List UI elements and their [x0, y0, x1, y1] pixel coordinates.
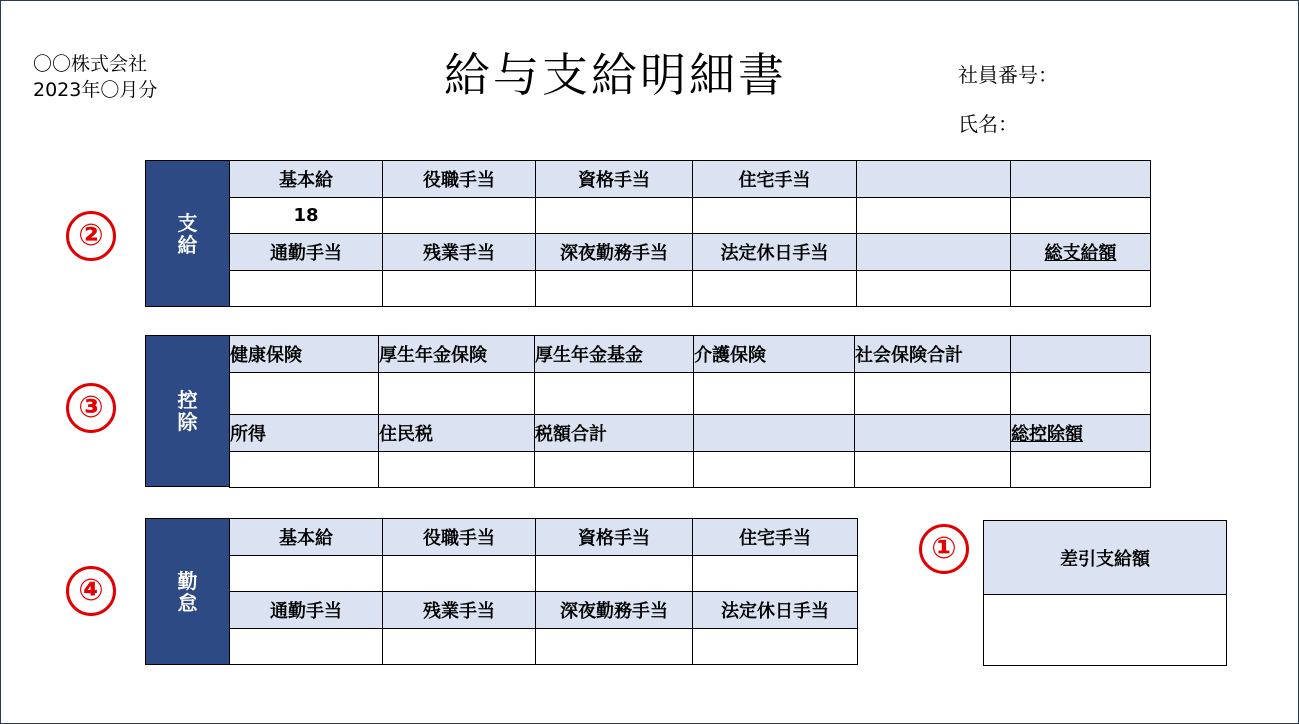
payment-header-cell: [1011, 161, 1151, 198]
net-pay-value[interactable]: [984, 595, 1226, 666]
payment-table: [229, 160, 1151, 307]
payment-side-char: 支: [177, 210, 198, 235]
deduction-value-cell[interactable]: [230, 452, 379, 488]
attendance-header-cell: 資格手当: [536, 519, 693, 556]
deduction-value-cell[interactable]: [694, 452, 855, 488]
attendance-side-char: 勤: [177, 568, 198, 593]
deduction-side-label: [145, 335, 230, 487]
deduction-header-cell: 税額合計: [535, 415, 694, 452]
payment-value-cell[interactable]: [1011, 198, 1151, 234]
attendance-table: [229, 518, 858, 665]
payment-header-cell: 資格手当: [536, 161, 693, 198]
attendance-header-cell: 住宅手当: [693, 519, 858, 556]
employee-name-label: 氏名：: [958, 112, 1018, 136]
deduction-header-cell: 厚生年金基金: [535, 336, 694, 373]
attendance-value-cell[interactable]: [230, 556, 383, 592]
payment-value-cell[interactable]: [536, 198, 693, 234]
company-name: 〇〇株式会社: [33, 53, 148, 75]
attendance-value-cell[interactable]: [536, 629, 693, 665]
marker-1: ①: [919, 524, 969, 574]
payment-side-char: 給: [177, 232, 198, 257]
payment-header-cell: [857, 234, 1011, 271]
deduction-value-cell[interactable]: [694, 373, 855, 415]
employee-number-label: 社員番号：: [958, 63, 1058, 87]
deduction-header-cell: 厚生年金保険: [379, 336, 535, 373]
payment-value-cell[interactable]: [230, 271, 383, 307]
attendance-value-cell[interactable]: [230, 629, 383, 665]
deduction-header-cell: 住民税: [379, 415, 535, 452]
gross-pay-header: 総支給額: [1011, 234, 1151, 271]
attendance-side-label: [145, 518, 230, 665]
payment-value-cell[interactable]: [857, 198, 1011, 234]
attendance-side-char: 怠: [177, 590, 198, 615]
attendance-value-cell[interactable]: [383, 556, 536, 592]
payment-header-cell: 役職手当: [383, 161, 536, 198]
deduction-value-cell[interactable]: [855, 452, 1011, 488]
attendance-header-cell: 残業手当: [383, 592, 536, 629]
deduction-value-cell[interactable]: [1011, 373, 1151, 415]
company-info: [33, 51, 157, 103]
attendance-header-cell: 法定休日手当: [693, 592, 858, 629]
attendance-header-cell: 深夜勤務手当: [536, 592, 693, 629]
deduction-header-cell: [855, 415, 1011, 452]
deduction-table: [229, 335, 1151, 488]
payment-header-cell: 住宅手当: [693, 161, 857, 198]
deduction-side-char: 除: [177, 410, 198, 434]
attendance-value-cell[interactable]: [693, 556, 858, 592]
payment-value-cell[interactable]: [536, 271, 693, 307]
payment-value-cell[interactable]: [693, 198, 857, 234]
page-title: 給与支給明細書: [444, 48, 787, 102]
marker-4: ④: [66, 566, 116, 616]
net-pay-label: 差引支給額: [984, 521, 1226, 595]
deduction-header-cell: [694, 415, 855, 452]
payment-header-cell: 残業手当: [383, 234, 536, 271]
payment-value-cell[interactable]: [383, 271, 536, 307]
total-deduction-header: 総控除額: [1011, 415, 1151, 452]
payment-header-cell: 法定休日手当: [693, 234, 857, 271]
deduction-value-cell[interactable]: [379, 373, 535, 415]
deduction-header-cell: 健康保険: [230, 336, 379, 373]
payment-header-cell: [857, 161, 1011, 198]
deduction-header-cell: 社会保険合計: [855, 336, 1011, 373]
marker-2: ②: [66, 211, 116, 261]
payment-value-cell[interactable]: [857, 271, 1011, 307]
deduction-value-cell[interactable]: [855, 373, 1011, 415]
gross-pay-value[interactable]: [1011, 271, 1151, 307]
deduction-side-char: 控: [177, 388, 198, 412]
payment-header-cell: 基本給: [230, 161, 383, 198]
attendance-value-cell[interactable]: [536, 556, 693, 592]
deduction-header-cell: 所得: [230, 415, 379, 452]
payment-header-cell: 深夜勤務手当: [536, 234, 693, 271]
total-deduction-value[interactable]: [1011, 452, 1151, 488]
attendance-header-cell: 通勤手当: [230, 592, 383, 629]
deduction-value-cell[interactable]: [535, 452, 694, 488]
deduction-value-cell[interactable]: [379, 452, 535, 488]
payment-side-label: [145, 160, 230, 307]
pay-period: 2023年〇月分: [33, 79, 158, 101]
payment-value-cell[interactable]: [383, 198, 536, 234]
marker-3: ③: [66, 383, 116, 433]
payment-value-cell[interactable]: [693, 271, 857, 307]
net-pay-box: [983, 520, 1227, 666]
attendance-value-cell[interactable]: [383, 629, 536, 665]
deduction-value-cell[interactable]: [535, 373, 694, 415]
attendance-header-cell: 基本給: [230, 519, 383, 556]
payment-header-cell: 通勤手当: [230, 234, 383, 271]
attendance-header-cell: 役職手当: [383, 519, 536, 556]
deduction-value-cell[interactable]: [230, 373, 379, 415]
attendance-value-cell[interactable]: [693, 629, 858, 665]
payment-value-cell[interactable]: 18: [230, 198, 383, 234]
deduction-header-cell: 介護保険: [694, 336, 855, 373]
deduction-header-cell: [1011, 336, 1151, 373]
